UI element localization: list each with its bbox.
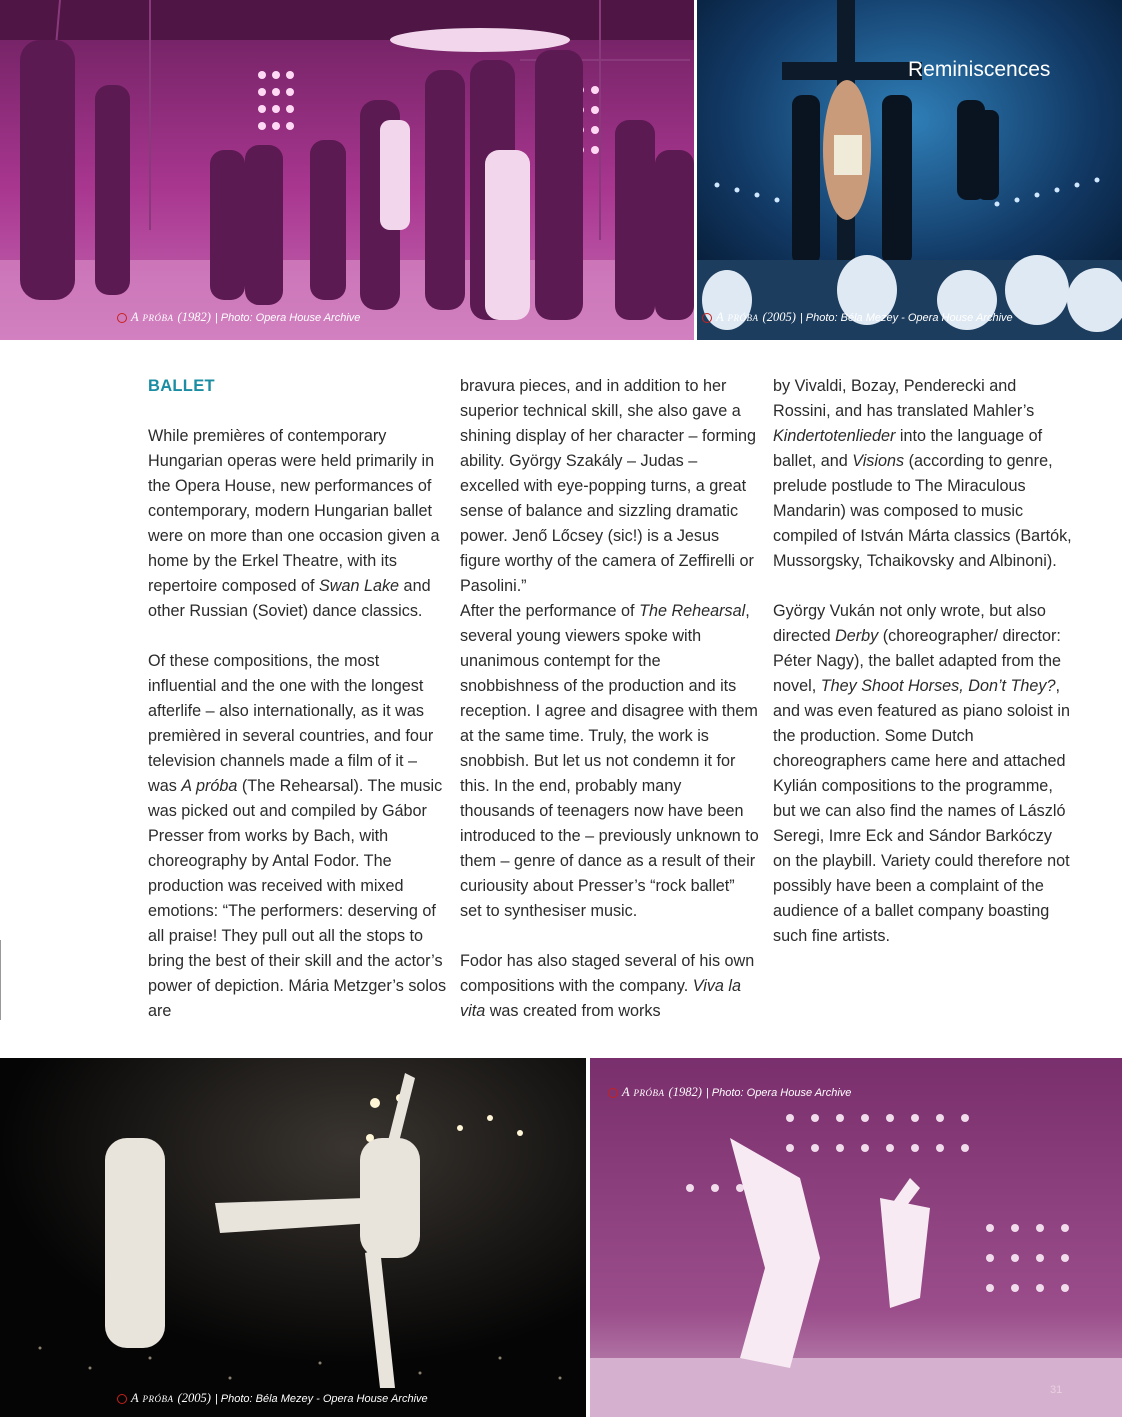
caption-year: (1982) [668, 1085, 702, 1099]
caption-year: (1982) [177, 310, 211, 324]
paragraph: by Vivaldi, Bozay, Penderecki and Rossini, and has translated Mahler’s Kindertotenlieder into the language of ballet, and Visions (according to genre, prelude postlude to The Miraculous Mandarin) was composed to music compiled of István Márta classics (Bartók, Mussorgsky, Tchaikovsky and Albinoni). [773, 377, 1072, 570]
photo-rehearsal-2005-bottom-image [0, 1058, 586, 1417]
paragraph: Of these compositions, the most influential and the one with the longest afterlife – also internationally, as it was premièred in several countries, and four television channels made a film of it – was A próba (The Rehearsal). The music was picked out and compiled by Gábor Presser from works by Bach, with choreography by Antal Fodor. The production was received with mixed emotions: “The performers: deserving of all praise! They pull out all the stops to bring the best of their skill and the actor’s power of depiction. Mária Metzger’s solos are [148, 652, 447, 1020]
article-column-1 [148, 374, 448, 1024]
article-column-2 [460, 374, 760, 1024]
caption-credit: | Photo: Béla Mezey - Opera House Archive [799, 311, 1013, 324]
photo-rehearsal-2005-top [697, 0, 1122, 340]
photo-rehearsal-2005-top-image [697, 0, 1122, 340]
caption-credit: | Photo: Opera House Archive [214, 311, 361, 324]
article-column-3 [773, 374, 1073, 949]
paragraph: Fodor has also staged several of his own compositions with the company. Viva la vita was created from works [460, 952, 755, 1020]
caption-marker-icon [608, 1088, 618, 1098]
caption-title: A próba [131, 310, 174, 324]
caption-marker-icon [702, 313, 712, 323]
caption-marker-icon [117, 313, 127, 323]
photo-rehearsal-1982-top [0, 0, 694, 340]
paragraph: While premières of contemporary Hungarian operas were held primarily in the Opera House, new performances of contemporary, modern Hungarian ballet were on more than one occasion given a home by the Erkel Theatre, with its repertoire composed of Swan Lake and other Russian (Soviet) dance classics. [148, 427, 440, 620]
section-heading: BALLET [148, 377, 215, 395]
caption-year: (2005) [177, 1391, 211, 1405]
photo-rehearsal-1982-bottom [590, 1058, 1122, 1417]
page-number: 31 [1050, 1384, 1063, 1396]
caption-title: A próba [622, 1085, 665, 1099]
paragraph: bravura pieces, and in addition to her superior technical skill, she also gave a shining display of her character – forming ability. György Szakály – Judas – excelled with eye-popping turns, a great sense of balance and sizzling dramatic power. Jenő Lőcsey (sic!) is a Jesus figure worthy of the camera of Zeffirelli or Pasolini.” [460, 377, 757, 595]
photo-rehearsal-2005-bottom [0, 1058, 586, 1417]
caption-title: A próba [131, 1391, 174, 1405]
caption-credit: | Photo: Béla Mezey - Opera House Archive [214, 1392, 428, 1405]
photo-1-caption [117, 310, 360, 325]
caption-marker-icon [117, 1394, 127, 1404]
caption-credit: | Photo: Opera House Archive [705, 1086, 852, 1099]
paragraph: György Vukán not only wrote, but also directed Derby (choreographer/ director: Péter Nagy), the ballet adapted from the novel, They Shoot Horses, Don’t They?, and was even featured as piano soloist in the production. Some Dutch choreographers came here and attached Kylián compositions to the programme, but we can also find the names of László Seregi, Imre Eck and Sándor Barkóczy on the playbill. Variety could therefore not possibly have been a complaint of the audience of a ballet company boasting such fine artists. [773, 602, 1070, 945]
margin-line [0, 940, 1, 1020]
caption-title: A próba [716, 310, 759, 324]
paragraph: After the performance of The Rehearsal, several young viewers spoke with unanimous contempt for the snobbishness of the production and its reception. I agree and disagree with them at the same time. Truly, the work is snobbish. But let us not condemn it for this. In the end, probably many thousands of teenagers now have been introduced to the – previously unknown to them – genre of dance as a result of their curiousity about Presser’s “rock ballet” set to synthesiser music. [460, 602, 759, 920]
caption-year: (2005) [762, 310, 796, 324]
photo-3-caption [117, 1391, 428, 1406]
section-label: Reminiscences [908, 58, 1051, 81]
photo-rehearsal-1982-top-image [0, 0, 694, 340]
photo-4-caption [608, 1085, 851, 1100]
photo-2-caption [702, 310, 1013, 325]
photo-rehearsal-1982-bottom-image [590, 1058, 1122, 1417]
